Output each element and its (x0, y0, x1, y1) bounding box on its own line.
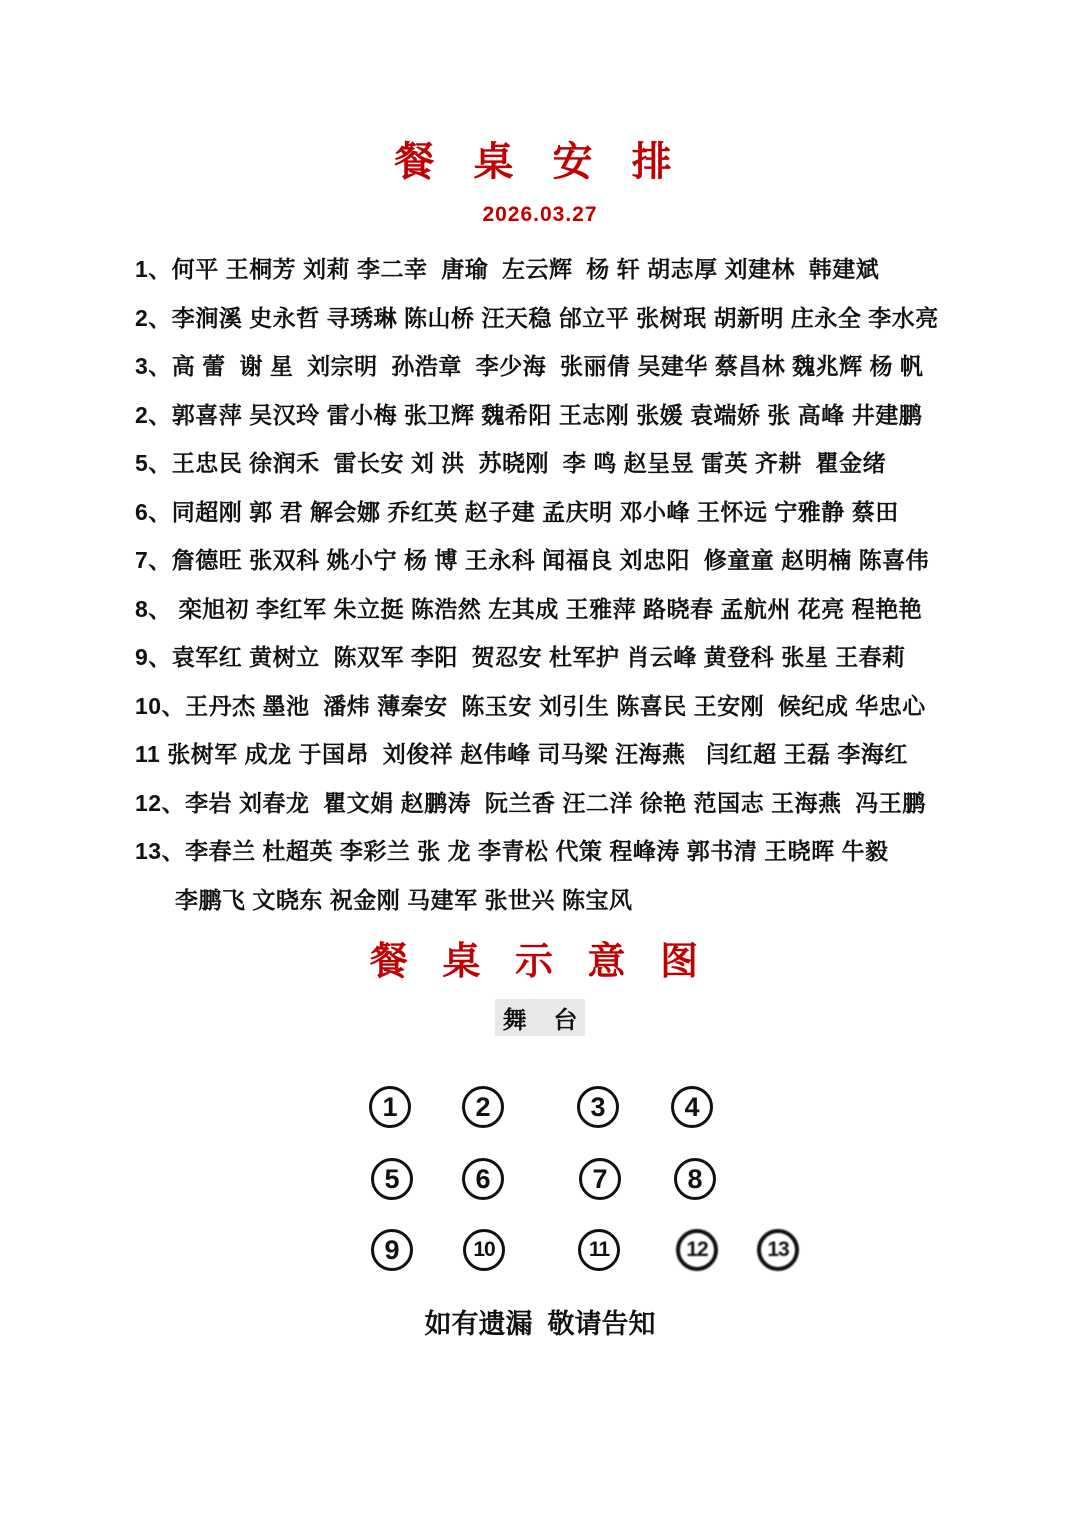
table-row (135, 730, 1020, 779)
table-guest-names: 郭喜萍 吴汉玲 雷小梅 张卫辉 魏希阳 王志刚 张媛 袁端娇 张 高峰 井建鹏 (171, 401, 923, 428)
page-title: 餐 桌 安 排 (394, 140, 686, 184)
table-number-label: 11 (135, 741, 168, 767)
table-row (135, 245, 1020, 294)
table-circle-13: 13 (757, 1229, 799, 1271)
table-circle-8: 8 (674, 1158, 716, 1200)
table-row (135, 536, 1020, 585)
table-row (135, 391, 1020, 440)
table-layout-diagram (0, 1036, 1080, 1286)
table-number-label: 9、 (135, 644, 172, 670)
table-circle-10: 10 (463, 1229, 505, 1271)
table-guest-names: 李鹏飞 文晓东 祝金刚 马建军 张世兴 陈宝风 (175, 886, 633, 913)
table-guest-names: 同超刚 郭 君 解会娜 乔红英 赵子建 孟庆明 邓小峰 王怀远 宁雅静 蔡田 (171, 498, 899, 525)
table-circle-5: 5 (371, 1158, 413, 1200)
table-number-label: 2、 (135, 401, 172, 428)
table-row (135, 342, 1020, 391)
table-row (135, 779, 1020, 828)
table-guest-names: 袁军红 黄树立 陈双军 李阳 贺忍安 杜军护 肖云峰 黄登科 张星 王春莉 (171, 644, 906, 670)
stage-label: 舞 台 (495, 999, 586, 1036)
table-row (135, 294, 1020, 343)
table-number-label: 1、 (135, 256, 172, 282)
table-guest-names: 高 蕾 谢 星 刘宗明 孙浩章 李少海 张丽倩 吴建华 蔡昌林 魏兆辉 杨 帆 (171, 353, 924, 379)
table-number-label: 12、 (135, 789, 186, 816)
table-guest-names: 詹德旺 张双科 姚小宁 杨 博 王永科 闻福良 刘忠阳 修童童 赵明楠 陈喜伟 (171, 547, 930, 573)
table-guest-names: 李涧溪 史永哲 寻琇琳 陈山桥 汪天稳 邰立平 张树珉 胡新明 庄永全 李水亮 (171, 304, 939, 331)
table-row (135, 488, 1020, 537)
diagram-title: 餐 桌 示 意 图 (369, 941, 711, 983)
table-circle-11: 11 (578, 1229, 620, 1271)
table-row (135, 682, 1020, 731)
table-guest-names: 张树军 成龙 于国昂 刘俊祥 赵伟峰 司马梁 汪海燕 闫红超 王磊 李海红 (167, 741, 908, 767)
table-guest-names: 王忠民 徐润禾 雷长安 刘 洪 苏晓刚 李 鸣 赵呈昱 雷英 齐耕 瞿金绪 (171, 450, 887, 476)
table-number-label: 7、 (135, 547, 172, 573)
table-guest-names: 王丹杰 墨池 潘炜 薄秦安 陈玉安 刘引生 陈喜民 王安刚 候纪成 华忠心 (185, 692, 926, 719)
table-guest-names: 李岩 刘春龙 瞿文娟 赵鹏涛 阮兰香 汪二洋 徐艳 范国志 王海燕 冯王鹏 (185, 789, 926, 816)
table-row (135, 876, 1020, 925)
table-circle-7: 7 (579, 1158, 621, 1200)
table-circle-9: 9 (371, 1229, 413, 1271)
table-circle-4: 4 (671, 1086, 713, 1128)
table-guest-names: 何平 王桐芳 刘莉 李二幸 唐瑜 左云辉 杨 轩 胡志厚 刘建林 韩建斌 (171, 256, 880, 282)
table-number-label: 8、 (135, 595, 172, 622)
table-assignment-list (0, 245, 1080, 924)
table-circle-6: 6 (462, 1158, 504, 1200)
table-guest-names: 栾旭初 李红军 朱立挺 陈浩然 左其成 王雅萍 路晓春 孟航州 花亮 程艳艳 (171, 595, 923, 622)
table-circle-2: 2 (462, 1086, 504, 1128)
table-number-label: 5、 (135, 450, 172, 476)
footer-note: 如有遗漏 敬请告知 (424, 1309, 656, 1339)
table-row (135, 439, 1020, 488)
table-row (135, 633, 1020, 682)
table-circle-3: 3 (577, 1086, 619, 1128)
table-number-label: 10、 (135, 692, 186, 719)
table-number-label: 3、 (135, 353, 172, 379)
table-guest-names: 李春兰 杜超英 李彩兰 张 龙 李青松 代策 程峰涛 郭书清 王晓晖 牛毅 (185, 838, 889, 864)
table-number-label: 2、 (135, 304, 172, 331)
stage-row (0, 999, 1080, 1036)
table-row (135, 585, 1020, 634)
table-circle-12: 12 (676, 1229, 718, 1271)
table-number-label: 13、 (135, 838, 186, 864)
table-row (135, 827, 1020, 876)
table-circle-1: 1 (369, 1086, 411, 1128)
table-number-label: 6、 (135, 498, 172, 525)
event-date: 2026.03.27 (482, 203, 598, 226)
